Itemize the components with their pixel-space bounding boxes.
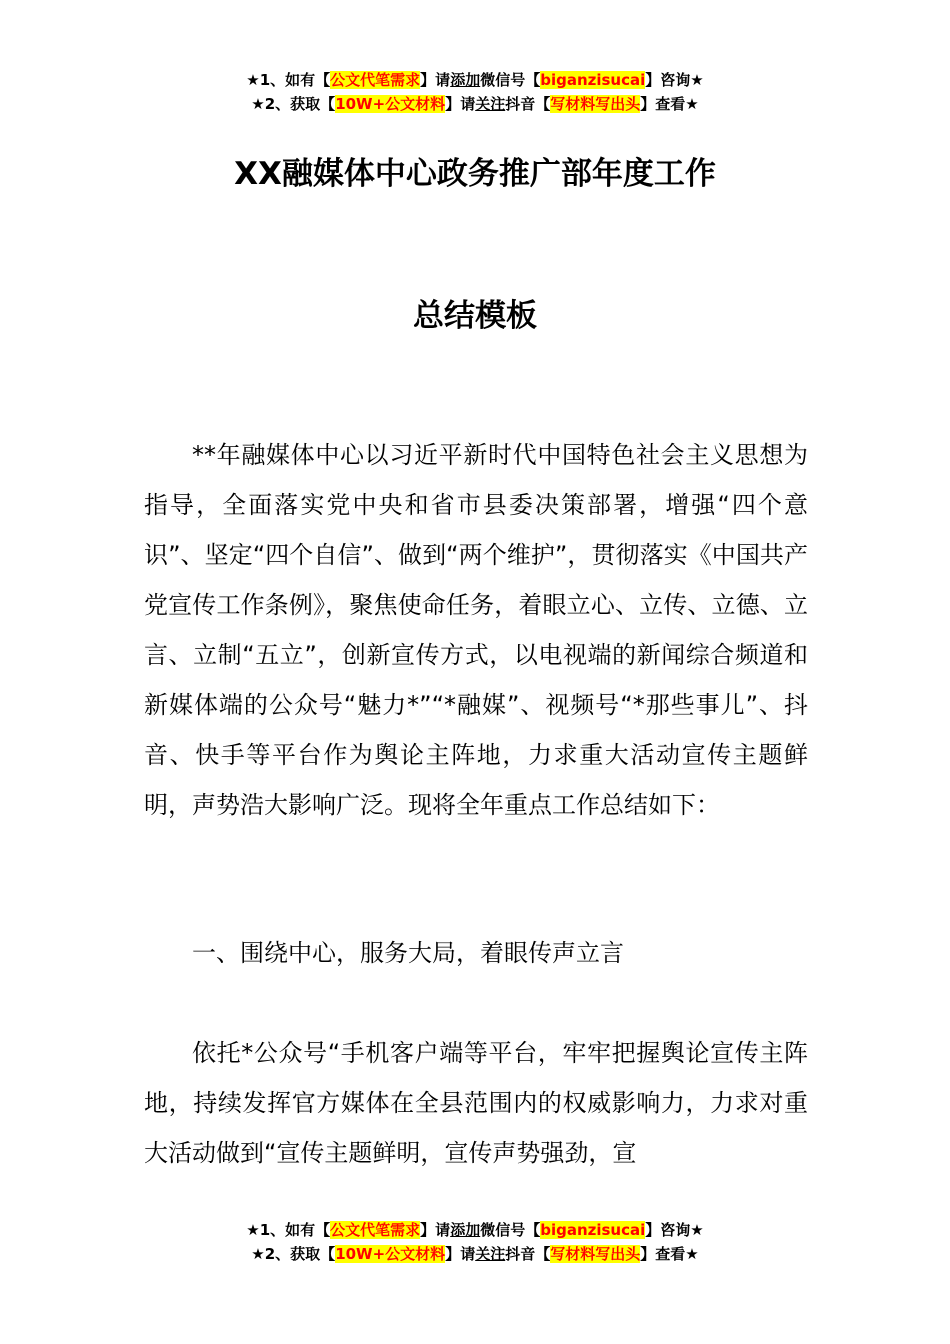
section-1-heading: 一、围绕中心，服务大局，着眼传声立言 xyxy=(192,939,624,967)
header-notice-line-1 xyxy=(0,68,950,92)
notice-text: ★1、如有【 xyxy=(246,71,331,89)
notice-text: 】查看★ xyxy=(640,1245,699,1263)
header-notice-line-2 xyxy=(0,92,950,116)
intro-paragraph: **年融媒体中心以习近平新时代中国特色社会主义思想为指导，全面落实党中央和省市县委决策部署，增强“四个意识”、坚定“四个自信”、做到“两个维护”，贯彻落实《中国共产党宣传工作条例》，聚焦使命任务，着眼立心、立传、立德、立言、立制“五立”，创新宣传方式，以电视端的新闻综合频道和新媒体端的公众号“魅力*”“*融媒”、视频号“*那些事儿”、抖音、快手等平台作为舆论主阵地，力求重大活动宣传主题鲜明，声势浩大影响广泛。现将全年重点工作总结如下： xyxy=(144,441,808,819)
highlight-service: 公文代笔需求 xyxy=(330,1221,421,1239)
douyin-account: 写材料写出头 xyxy=(550,1245,641,1263)
notice-text: 】查看★ xyxy=(640,95,699,113)
document-title-line-1: XX融媒体中心政务推广部年度工作 xyxy=(234,156,716,192)
notice-text: 抖音【 xyxy=(505,1245,551,1263)
wechat-id: biganzisucai xyxy=(540,71,646,89)
highlight-materials: 10W+公文材料 xyxy=(335,95,446,113)
underlined-follow: 关注 xyxy=(475,95,506,113)
notice-text: 抖音【 xyxy=(505,95,551,113)
header-notice xyxy=(0,68,950,116)
document-title-line-2: 总结模板 xyxy=(413,298,537,334)
notice-text: ★2、获取【 xyxy=(251,95,336,113)
underlined-follow: 关注 xyxy=(475,1245,506,1263)
wechat-id: biganzisucai xyxy=(540,1221,646,1239)
highlight-service: 公文代笔需求 xyxy=(330,71,421,89)
footer-notice-line-1 xyxy=(0,1218,950,1242)
douyin-account: 写材料写出头 xyxy=(550,95,641,113)
footer-notice xyxy=(0,1218,950,1266)
notice-text: 】请 xyxy=(420,1221,451,1239)
notice-text: ★1、如有【 xyxy=(246,1221,331,1239)
highlight-materials: 10W+公文材料 xyxy=(335,1245,446,1263)
underlined-add: 添加 xyxy=(450,1221,481,1239)
notice-text: 】请 xyxy=(445,1245,476,1263)
notice-text: 微信号【 xyxy=(480,1221,541,1239)
underlined-add: 添加 xyxy=(450,71,481,89)
notice-text: 】请 xyxy=(420,71,451,89)
notice-text: 】请 xyxy=(445,95,476,113)
section-1-paragraph: 依托*公众号“手机客户端等平台，牢牢把握舆论宣传主阵地，持续发挥官方媒体在全县范围内的权威影响力，力求对重大活动做到“宣传主题鲜明，宣传声势强劲，宣 xyxy=(144,1039,808,1167)
notice-text: ★2、获取【 xyxy=(251,1245,336,1263)
footer-notice-line-2 xyxy=(0,1242,950,1266)
notice-text: 微信号【 xyxy=(480,71,541,89)
notice-text: 】咨询★ xyxy=(645,71,704,89)
notice-text: 】咨询★ xyxy=(645,1221,704,1239)
